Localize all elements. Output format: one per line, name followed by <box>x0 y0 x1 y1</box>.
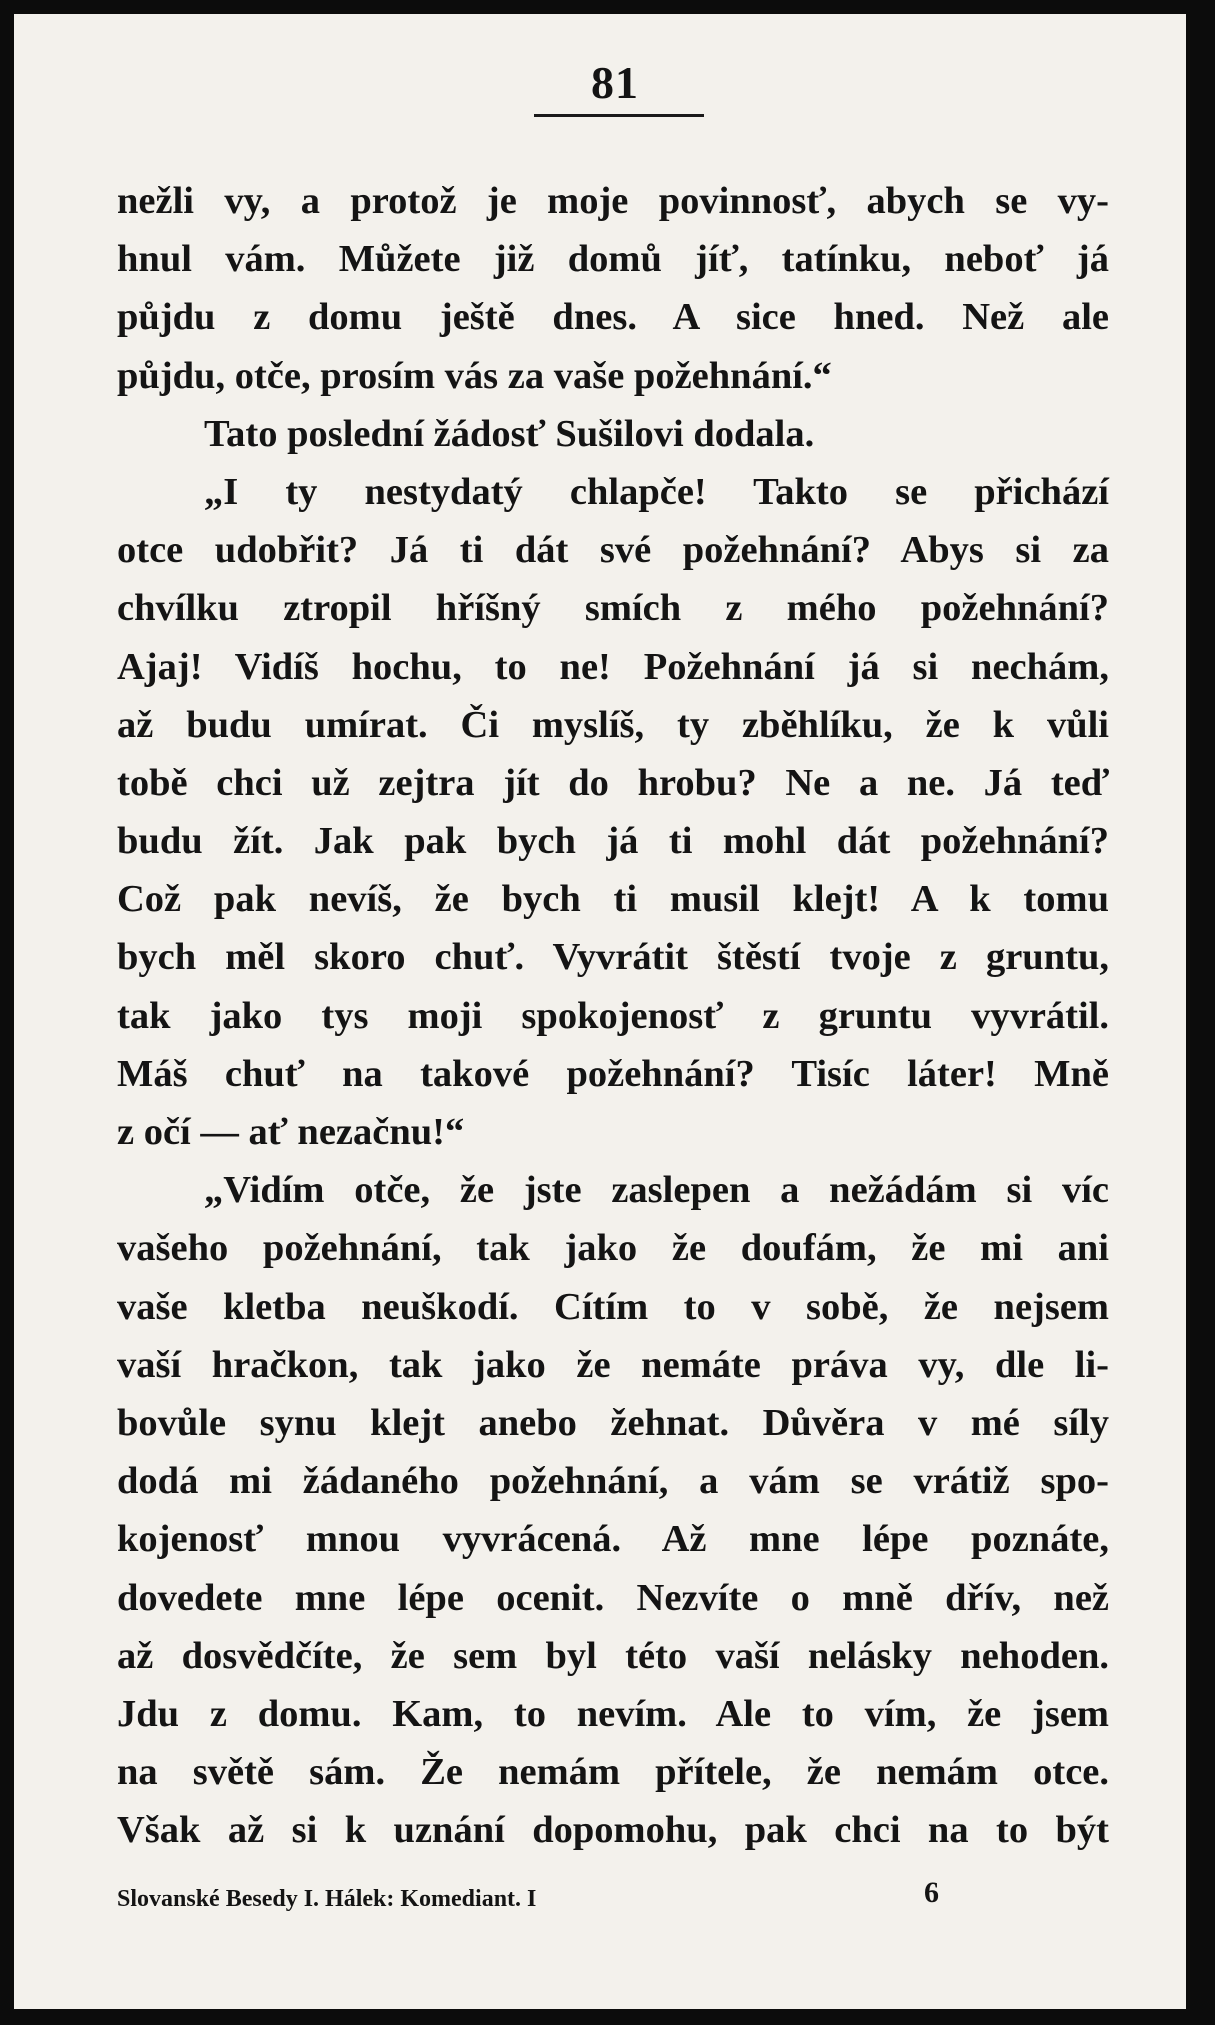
text-line: Máš chuť na takové požehnání? Tisíc láter! Mně <box>117 1052 1109 1095</box>
text-line: „I ty nestydatý chlapče! Takto se přichází <box>204 470 1109 513</box>
page-footer: Slovanské Besedy I. Hálek: Komediant. I <box>117 1886 537 1912</box>
header-rule <box>534 114 704 117</box>
text-line: Tato poslední žádosť Sušilovi dodala. <box>204 412 815 455</box>
text-line: nežli vy, a protož je moje povinnosť, abych se vy- <box>117 180 1109 222</box>
text-line: bych měl skoro chuť. Vyvrátit štěstí tvoje z gruntu, <box>117 936 1109 979</box>
text-line: kojenosť mnou vyvrácená. Až mne lépe poznáte, <box>117 1518 1109 1561</box>
text-line: bovůle synu klejt anebo žehnat. Důvěra v mé síly <box>117 1401 1109 1444</box>
text-line: Což pak nevíš, že bych ti musil klejt! A k tomu <box>117 878 1109 921</box>
text-line: vaše kletba neuškodí. Cítím to v sobě, že nejsem <box>117 1285 1109 1328</box>
text-line: hnul vám. Můžete již domů jíť, tatínku, neboť já <box>117 238 1109 281</box>
text-line: otce udobřit? Já ti dát své požehnání? Abys si za <box>117 529 1109 572</box>
text-line: půjdu z domu ještě dnes. A sice hned. Než ale <box>117 296 1109 339</box>
page-number: 81 <box>591 57 639 108</box>
text-line: na světě sám. Že nemám přítele, že nemám otce. <box>117 1751 1109 1794</box>
signature-mark: 6 <box>924 1876 939 1909</box>
text-line: půjdu, otče, prosím vás za vaše požehnání.“ <box>117 354 832 397</box>
text-line: vašeho požehnání, tak jako že doufám, že mi ani <box>117 1227 1109 1270</box>
text-line: dodá mi žádaného požehnání, a vám se vrátiž spo- <box>117 1460 1109 1503</box>
text-line: Ajaj! Vidíš hochu, to ne! Požehnání já si nechám, <box>117 645 1109 688</box>
book-page <box>14 14 1186 2009</box>
text-line: vaší hračkon, tak jako že nemáte práva vy, dle li- <box>117 1343 1109 1386</box>
text-line: tobě chci už zejtra jít do hrobu? Ne a ne. Já teď <box>117 761 1109 804</box>
text-line: Však až si k uznání dopomohu, pak chci na to být <box>117 1809 1109 1852</box>
text-line: až dosvědčíte, že sem byl této vaší nelásky nehoden. <box>117 1634 1109 1677</box>
text-line: Jdu z domu. Kam, to nevím. Ale to vím, že jsem <box>117 1692 1109 1735</box>
text-line: „Vidím otče, že jste zaslepen a nežádám si víc <box>204 1169 1109 1212</box>
text-line: chvílku ztropil hříšný smích z mého požehnání? <box>117 587 1109 630</box>
text-line: budu žít. Jak pak bych já ti mohl dát požehnání? <box>117 820 1109 863</box>
text-line: tak jako tys moji spokojenosť z gruntu vyvrátil. <box>117 994 1109 1037</box>
text-line: až budu umírat. Či myslíš, ty zběhlíku, že k vůli <box>117 703 1109 746</box>
text-line: z očí — ať nezačnu!“ <box>117 1111 465 1153</box>
page-body <box>117 172 1109 1859</box>
text-line: dovedete mne lépe ocenit. Nezvíte o mně dřív, než <box>117 1576 1109 1619</box>
